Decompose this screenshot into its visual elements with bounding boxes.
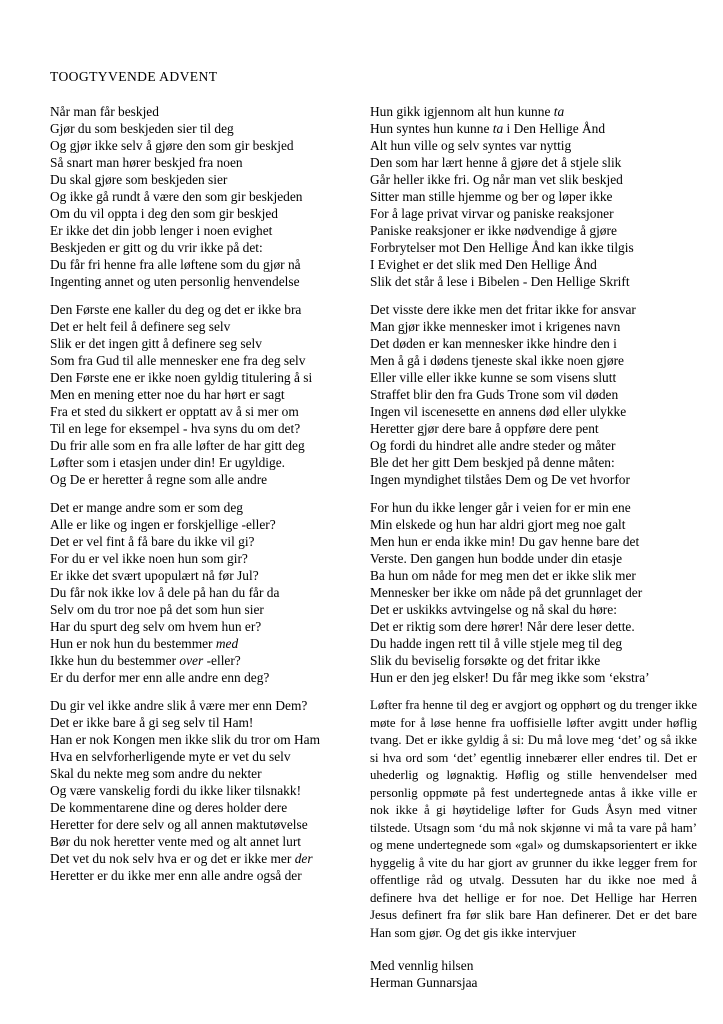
poem-line: Slik du beviselig forsøkte og det fritar ikke: [370, 653, 601, 668]
poem-line: Ikke hun du bestemmer over -eller?: [50, 653, 241, 668]
poem-line: Så snart man hører beskjed fra noen: [50, 155, 243, 170]
signature-block: [370, 957, 697, 991]
signature-name: Herman Gunnarsjaa: [370, 975, 478, 990]
poem-line: Det er riktig som dere hører! Når dere leser dette.: [370, 619, 635, 634]
poem-line: Er du derfor mer enn alle andre enn deg?: [50, 670, 270, 685]
poem-line: Ba hun om nåde for meg men det er ikke slik mer: [370, 568, 636, 583]
poem-line: Selv om du tror noe på det som hun sier: [50, 602, 264, 617]
two-column-layout: [50, 103, 697, 991]
poem-stanza-1: [50, 103, 370, 290]
poem-line: Skal du nekte meg som andre du nekter: [50, 766, 262, 781]
poem-line: Ingenting annet og uten personlig henvendelse: [50, 274, 300, 289]
poem-line: Min elskede og hun har aldri gjort meg noe galt: [370, 517, 626, 532]
poem-line: Hva en selvforherligende myte er vet du selv: [50, 749, 291, 764]
poem-line: Det er helt feil å definere seg selv: [50, 319, 231, 334]
poem-line: Til en lege for eksempel - hva syns du om det?: [50, 421, 301, 436]
poem-line: Det er ikke bare å gi seg selv til Ham!: [50, 715, 254, 730]
poem-line: Heretter er du ikke mer enn alle andre også der: [50, 868, 302, 883]
poem-stanza-5: [370, 103, 697, 290]
poem-line: Hun er den jeg elsker! Du får meg ikke som ‘ekstra’: [370, 670, 650, 685]
poem-line: Hun gikk igjennom alt hun kunne ta: [370, 104, 565, 119]
signature-salutation: Med vennlig hilsen: [370, 958, 474, 973]
page-title: TOOGTYVENDE ADVENT: [50, 69, 218, 84]
poem-stanza-2: [50, 301, 370, 488]
poem-stanza-6: [370, 301, 697, 488]
poem-line: Du skal gjøre som beskjeden sier: [50, 172, 228, 187]
poem-line: Det er uskikks avtvingelse og nå skal du høre:: [370, 602, 617, 617]
poem-line: Hun er nok hun du bestemmer med: [50, 636, 239, 651]
poem-line: De kommentarene dine og deres holder dere: [50, 800, 288, 815]
poem-line: Og være vanskelig fordi du ikke liker tilsnakk!: [50, 783, 302, 798]
poem-line: Er ikke det din jobb lenger i noen evighet: [50, 223, 273, 238]
poem-line: Er ikke det svært upopulært nå før Jul?: [50, 568, 259, 583]
poem-line: Ble det her gitt Dem beskjed på denne måten:: [370, 455, 615, 470]
poem-line: Det visste dere ikke men det fritar ikke for ansvar: [370, 302, 636, 317]
closing-paragraph: Løfter fra henne til deg er avgjort og opphørt og du trenger ikke møte for å løse henne fra uoffisielle løfter avgitt under høflig tvang. Det er ikke gyldig å si: Du må love meg ‘det’ og så ikke si hva ord som ‘det’ egentlig innebærer eller endres til. Det er uhederlig og løgnaktig. Høflig og stille henvendelser med personlig oppmøte på fest undertegnede antas å ikke ville er nok ikke å gi høytidelige løfter for Guds Åsyn med vitner tilstede. Utsagn som ‘du må nok skjønne vi må ta vare på ham’ og mene undertegnede som «gal» og dumskapsorientert er ikke hyggelig å vite du har gjort av grunner du ikke legger frem for offentlige råd og utvalg. Dessuten har du ikke noe med å definere hva det hellige er for noe. Det Hellige har Herren Jesus definert fra før slik bare Han definerer. Det er det bare Han som gjør. Og det gis ikke intervjuer: [370, 698, 697, 940]
poem-line: Det er vel fint å få bare du ikke vil gi?: [50, 534, 255, 549]
poem-line: Det vet du nok selv hva er og det er ikke mer der: [50, 851, 313, 866]
poem-line: Heretter for dere selv og all annen maktutøvelse: [50, 817, 308, 832]
poem-line: Du hadde ingen rett til å ville stjele meg til deg: [370, 636, 623, 651]
poem-line: Fra et sted du sikkert er opptatt av å si mer om: [50, 404, 299, 419]
poem-line: Det døden er kan mennesker ikke hindre den i: [370, 336, 617, 351]
poem-line: Har du spurt deg selv om hvem hun er?: [50, 619, 262, 634]
poem-line: Slik er det ingen gitt å definere seg selv: [50, 336, 262, 351]
poem-line: Men å gå i dødens tjeneste skal ikke noen gjøre: [370, 353, 624, 368]
poem-line: Og fordi du hindret alle andre steder og måter: [370, 438, 616, 453]
poem-line: I Evighet er det slik med Den Hellige Ånd: [370, 257, 597, 272]
right-column: [370, 103, 697, 991]
poem-line: Forbrytelser mot Den Hellige Ånd kan ikke tilgis: [370, 240, 634, 255]
poem-line: Om du vil oppta i deg den som gir beskjed: [50, 206, 278, 221]
poem-line: For hun du ikke lenger går i veien for er min ene: [370, 500, 631, 515]
poem-line: Mennesker ber ikke om nåde på det grunnlaget der: [370, 585, 643, 600]
poem-line: Alle er like og ingen er forskjellige -eller?: [50, 517, 276, 532]
poem-line: Paniske reaksjoner er ikke nødvendige å gjøre: [370, 223, 617, 238]
poem-line: Og gjør ikke selv å gjøre den som gir beskjed: [50, 138, 294, 153]
poem-line: Hun syntes hun kunne ta i Den Hellige Ånd: [370, 121, 606, 136]
poem-line: Den Første ene kaller du deg og det er ikke bra: [50, 302, 302, 317]
poem-line: Den som har lært henne å gjøre det å stjele slik: [370, 155, 622, 170]
poem-line: Du får nok ikke lov å dele på han du får da: [50, 585, 280, 600]
poem-line: Man gjør ikke mennesker imot i krigenes navn: [370, 319, 621, 334]
poem-line: Når man får beskjed: [50, 104, 159, 119]
poem-line: For du er vel ikke noen hun som gir?: [50, 551, 248, 566]
poem-line: Løfter som i etasjen under din! Er ugyldige.: [50, 455, 286, 470]
poem-line: Sitter man stille hjemme og ber og løper ikke: [370, 189, 613, 204]
poem-line: Gjør du som beskjeden sier til deg: [50, 121, 234, 136]
poem-line: Og De er heretter å regne som alle andre: [50, 472, 268, 487]
poem-line: Men hun er enda ikke min! Du gav henne bare det: [370, 534, 640, 549]
poem-line: Bør du nok heretter vente med og alt annet lurt: [50, 834, 301, 849]
poem-stanza-3: [50, 499, 370, 686]
poem-line: Du får fri henne fra alle løftene som du gjør nå: [50, 257, 301, 272]
poem-line: For å lage privat virvar og paniske reaksjoner: [370, 206, 614, 221]
poem-line: Du frir alle som en fra alle løfter de har gitt deg: [50, 438, 305, 453]
poem-line: Ingen myndighet tilståes Dem og De vet hvorfor: [370, 472, 630, 487]
poem-line: Men en mening etter noe du har hørt er sagt: [50, 387, 285, 402]
poem-line: Som fra Gud til alle mennesker ene fra deg selv: [50, 353, 306, 368]
poem-line: Du gir vel ikke andre slik å være mer enn Dem?: [50, 698, 308, 713]
poem-line: Verste. Den gangen hun bodde under din etasje: [370, 551, 623, 566]
poem-line: Straffet blir den fra Guds Trone som vil døden: [370, 387, 619, 402]
poem-stanza-4: [50, 697, 370, 884]
poem-line: Han er nok Kongen men ikke slik du tror om Ham: [50, 732, 320, 747]
left-column: [50, 103, 370, 991]
poem-line: Og ikke gå rundt å være den som gir beskjeden: [50, 189, 303, 204]
poem-line: Slik det står å lese i Bibelen - Den Hellige Skrift: [370, 274, 630, 289]
poem-line: Går heller ikke fri. Og når man vet slik beskjed: [370, 172, 623, 187]
poem-line: Alt hun ville og selv syntes var nyttig: [370, 138, 572, 153]
poem-line: Beskjeden er gitt og du vrir ikke på det:: [50, 240, 263, 255]
poem-stanza-7: [370, 499, 697, 686]
poem-line: Det er mange andre som er som deg: [50, 500, 243, 515]
poem-line: Den Første ene er ikke noen gyldig titulering å si: [50, 370, 313, 385]
poem-line: Ingen vil iscenesette en annens død eller ulykke: [370, 404, 627, 419]
poem-line: Eller ville eller ikke kunne se som visens slutt: [370, 370, 617, 385]
poem-line: Heretter gjør dere bare å oppføre dere pent: [370, 421, 599, 436]
